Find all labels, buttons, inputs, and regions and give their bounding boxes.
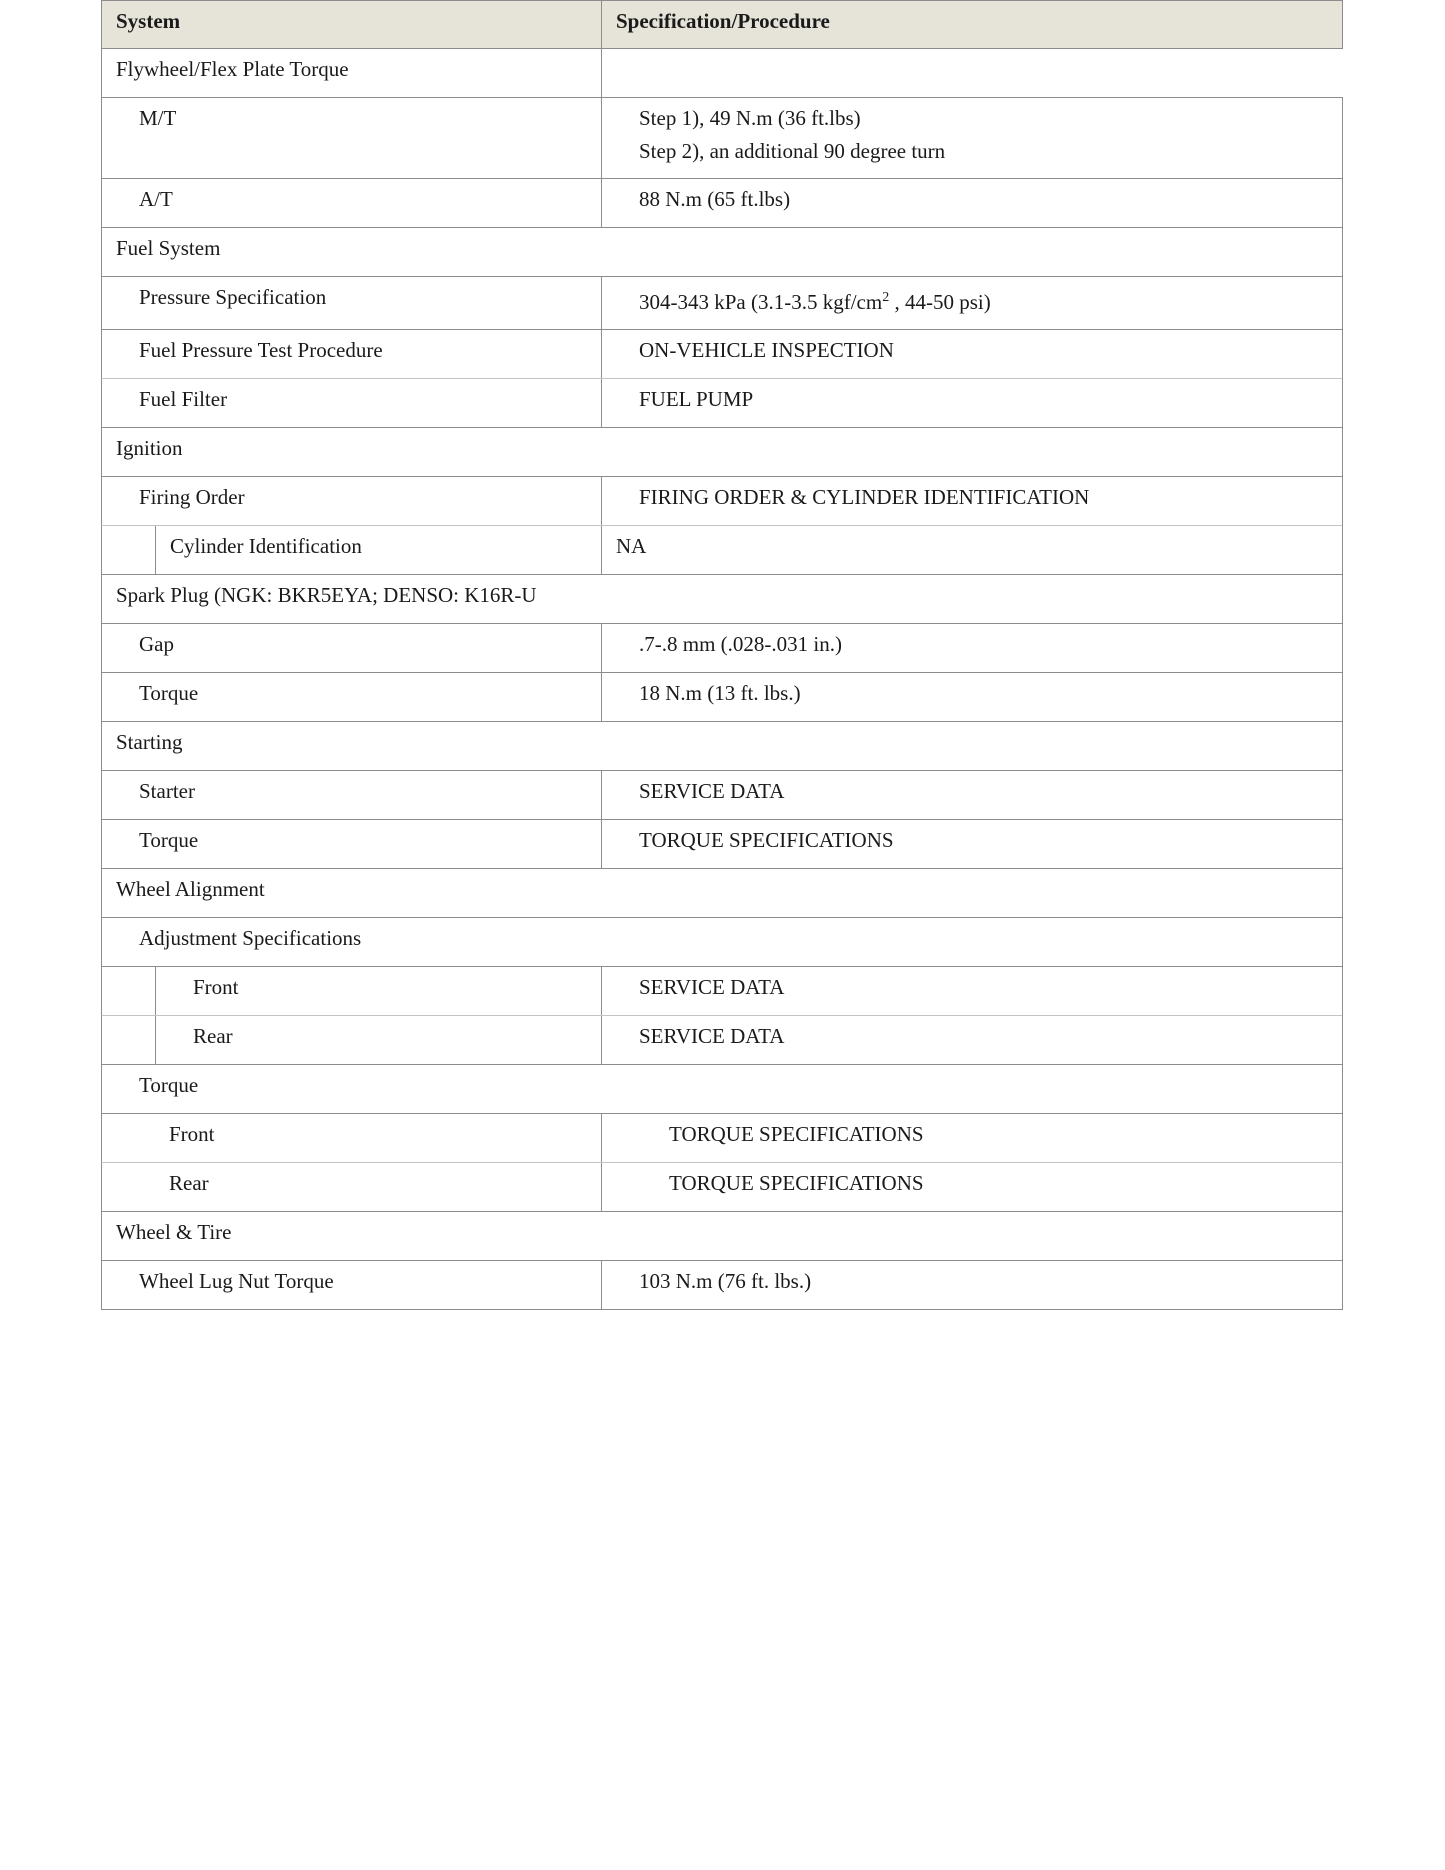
row-label: Fuel Pressure Test Procedure [102, 330, 602, 378]
row-value [602, 277, 1342, 329]
nested-label-cell [102, 967, 602, 1015]
section-wheel-alignment [101, 869, 1343, 918]
table-row [101, 624, 1343, 673]
row-label: Firing Order [102, 477, 602, 525]
row-value: .7-.8 mm (.028-.031 in.) [639, 631, 842, 656]
nested-label-cell [102, 526, 602, 574]
indent-stub [102, 526, 156, 574]
mt-step1: Step 1), 49 N.m (36 ft.lbs) [639, 105, 861, 130]
pressure-value-b: , 44-50 psi) [889, 289, 991, 314]
section-title: Ignition [116, 435, 183, 460]
pressure-superscript: 2 [882, 289, 890, 305]
indent-stub [102, 967, 156, 1015]
subsection-title: Adjustment Specifications [139, 925, 362, 950]
section-title: Starting [116, 729, 183, 754]
table-row [101, 967, 1343, 1016]
table-row [101, 97, 1343, 179]
row-value: SERVICE DATA [639, 1023, 785, 1048]
empty-cell [602, 49, 1343, 97]
row-value: SERVICE DATA [639, 974, 785, 999]
row-label: M/T [102, 98, 602, 178]
indent-stub [102, 1016, 156, 1064]
table-row [101, 771, 1343, 820]
row-label: Rear [102, 1163, 602, 1211]
row-label: Pressure Specification [102, 277, 602, 329]
table-row [101, 179, 1343, 228]
row-value: 18 N.m (13 ft. lbs.) [639, 680, 801, 705]
row-label: Torque [102, 673, 602, 721]
table-row [101, 330, 1343, 379]
table-row [101, 673, 1343, 722]
row-value: SERVICE DATA [639, 778, 785, 803]
table-row [101, 1114, 1343, 1163]
section-flywheel [101, 49, 1343, 98]
subsection-title: Torque [139, 1072, 199, 1097]
row-label: Front [102, 1114, 602, 1162]
row-value: FIRING ORDER & CYLINDER IDENTIFICATION [639, 484, 1090, 509]
section-title: Wheel & Tire [116, 1219, 232, 1244]
section-fuel [101, 228, 1343, 277]
section-spark-plug [101, 575, 1343, 624]
row-value: TORQUE SPECIFICATIONS [639, 827, 894, 852]
section-wheel-tire [101, 1212, 1343, 1261]
row-label: Cylinder Identification [170, 533, 362, 558]
table-row [101, 477, 1343, 526]
nested-label-cell [102, 1016, 602, 1064]
row-value: TORQUE SPECIFICATIONS [669, 1121, 924, 1146]
row-label: Torque [102, 820, 602, 868]
row-value: FUEL PUMP [639, 386, 754, 411]
table-row [101, 820, 1343, 869]
section-ignition [101, 428, 1343, 477]
row-label: Wheel Lug Nut Torque [102, 1261, 602, 1309]
table-row [101, 526, 1343, 575]
row-label: Front [193, 974, 239, 999]
table-row [101, 277, 1343, 330]
mt-step2: Step 2), an additional 90 degree turn [639, 138, 946, 163]
row-label: A/T [102, 179, 602, 227]
table-row [101, 1016, 1343, 1065]
pressure-value-a: 304-343 kPa (3.1-3.5 kgf/cm [639, 289, 883, 314]
subsection-adjustment [101, 918, 1343, 967]
subsection-torque [101, 1065, 1343, 1114]
header-system: System [102, 1, 602, 48]
table-row [101, 1163, 1343, 1212]
row-label: Gap [102, 624, 602, 672]
table-header [101, 0, 1343, 49]
section-title: Wheel Alignment [116, 876, 265, 901]
row-value: ON-VEHICLE INSPECTION [639, 337, 894, 362]
spec-table [101, 0, 1343, 1310]
row-value: 103 N.m (76 ft. lbs.) [639, 1268, 812, 1293]
section-title: Flywheel/Flex Plate Torque [102, 49, 602, 97]
section-title: Fuel System [116, 235, 221, 260]
header-spec: Specification/Procedure [616, 9, 830, 33]
row-label: Fuel Filter [102, 379, 602, 427]
table-row [101, 1261, 1343, 1310]
section-title: Spark Plug (NGK: BKR5EYA; DENSO: K16R-U [116, 582, 537, 607]
row-value: TORQUE SPECIFICATIONS [669, 1170, 924, 1195]
section-starting [101, 722, 1343, 771]
row-value: NA [616, 533, 647, 558]
row-value: 88 N.m (65 ft.lbs) [639, 186, 791, 211]
row-label: Rear [193, 1023, 233, 1048]
table-row [101, 379, 1343, 428]
row-label: Starter [102, 771, 602, 819]
row-value [602, 98, 1342, 178]
